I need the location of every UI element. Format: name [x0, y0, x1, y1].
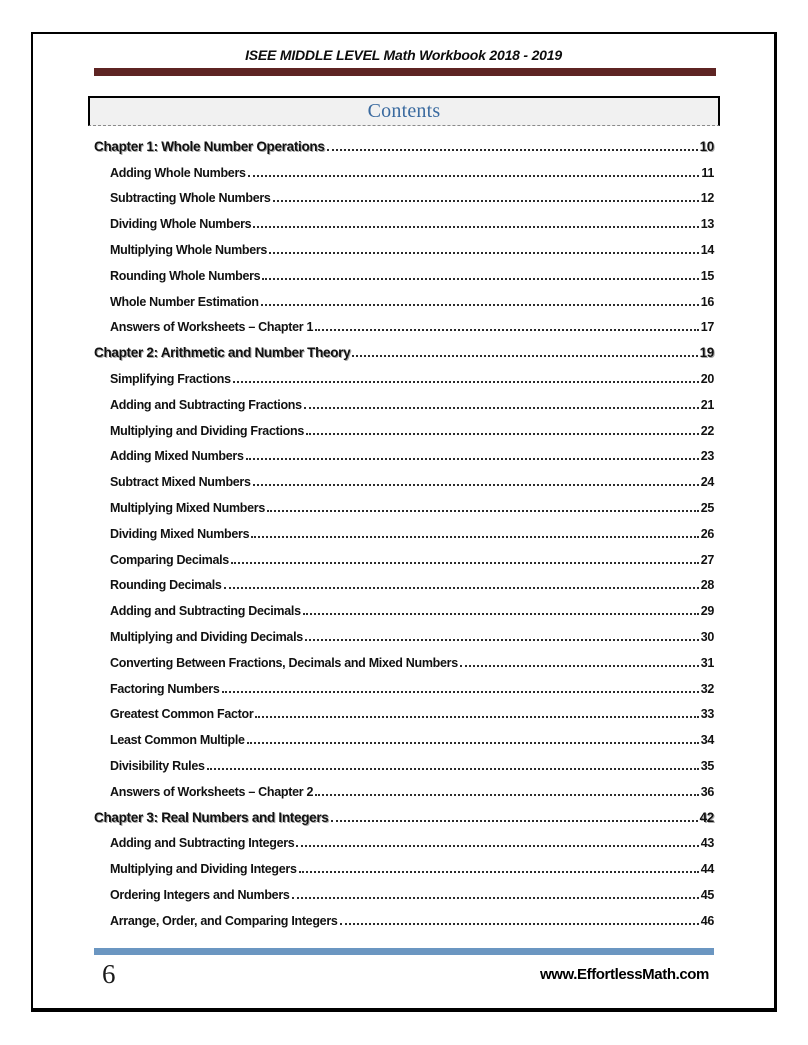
- toc-entry-page: 43: [700, 836, 714, 851]
- toc-entry-label: Adding Mixed Numbers: [110, 449, 244, 464]
- toc-entry-page: 35: [700, 758, 714, 773]
- toc-dot-leader: [299, 871, 699, 873]
- toc-entry-label: Adding and Subtracting Fractions: [110, 397, 302, 412]
- toc-entry-label: Dividing Mixed Numbers: [110, 526, 250, 541]
- toc-chapter-entry[interactable]: [94, 131, 714, 157]
- toc-entry-page: 33: [700, 707, 714, 722]
- toc-entry[interactable]: [94, 286, 714, 312]
- toc-dot-leader: [247, 742, 699, 744]
- toc-dot-leader: [255, 716, 698, 718]
- toc-dot-leader: [253, 484, 699, 486]
- toc-entry-page: 24: [700, 475, 714, 490]
- toc-entry[interactable]: [94, 724, 714, 750]
- toc-dot-leader: [222, 691, 699, 693]
- toc-entry-label: Chapter 1: Whole Number Operations: [94, 138, 325, 154]
- toc-entry-page: 12: [700, 191, 714, 206]
- toc-entry[interactable]: [94, 234, 714, 260]
- toc-entry-page: 15: [700, 268, 714, 283]
- toc-dot-leader: [315, 794, 699, 796]
- toc-dot-leader: [248, 175, 700, 177]
- toc-entry-label: Divisibility Rules: [110, 758, 205, 773]
- toc-entry[interactable]: [94, 750, 714, 776]
- toc-dot-leader: [231, 562, 699, 564]
- toc-entry-page: 45: [700, 887, 714, 902]
- toc-entry[interactable]: [94, 595, 714, 621]
- toc-chapter-entry[interactable]: [94, 802, 714, 828]
- toc-entry-page: 26: [700, 526, 714, 541]
- toc-dot-leader: [269, 252, 699, 254]
- toc-entry-page: 11: [701, 165, 714, 180]
- toc-entry[interactable]: [94, 157, 714, 183]
- contents-title: Contents: [367, 100, 441, 122]
- toc-entry[interactable]: [94, 492, 714, 518]
- toc-dot-leader: [207, 768, 699, 770]
- toc-entry-label: Comparing Decimals: [110, 552, 229, 567]
- toc-entry-label: Whole Number Estimation: [110, 294, 259, 309]
- toc-dot-leader: [296, 845, 698, 847]
- toc-entry-page: 29: [700, 604, 714, 619]
- toc-entry[interactable]: [94, 621, 714, 647]
- toc-dot-leader: [304, 407, 699, 409]
- toc-dot-leader: [262, 278, 698, 280]
- toc-entry-page: 21: [700, 397, 714, 412]
- page-number: 6: [102, 959, 116, 989]
- footer-rule-bar: [94, 948, 714, 955]
- toc-dot-leader: [267, 510, 699, 512]
- toc-entry-label: Subtracting Whole Numbers: [110, 191, 271, 206]
- toc-entry[interactable]: [94, 441, 714, 467]
- toc-dot-leader: [315, 329, 699, 331]
- toc-entry-page: 32: [700, 681, 714, 696]
- header-rule-bar: [94, 68, 716, 76]
- toc-entry[interactable]: [94, 776, 714, 802]
- toc-dot-leader: [253, 226, 698, 228]
- toc-entry-page: 16: [700, 294, 714, 309]
- contents-heading-box: [88, 96, 720, 126]
- toc-dot-leader: [306, 433, 699, 435]
- toc-entry-page: 20: [700, 371, 714, 386]
- toc-entry[interactable]: [94, 905, 714, 931]
- toc-dot-leader: [305, 639, 699, 641]
- toc-entry-label: Multiplying Whole Numbers: [110, 242, 268, 257]
- toc-entry[interactable]: [94, 260, 714, 286]
- toc-entry-label: Arrange, Order, and Comparing Integers: [110, 913, 338, 928]
- toc-entry-page: 22: [700, 423, 714, 438]
- toc-entry-label: Simplifying Fractions: [110, 371, 231, 386]
- toc-entry[interactable]: [94, 183, 714, 209]
- toc-dot-leader: [233, 381, 699, 383]
- toc-dot-leader: [224, 587, 699, 589]
- toc-entry-label: Answers of Worksheets – Chapter 2: [110, 784, 314, 799]
- toc-entry-label: Chapter 3: Real Numbers and Integers: [94, 809, 329, 825]
- toc-entry-page: 34: [700, 733, 714, 748]
- toc-entry-page: 13: [700, 217, 714, 232]
- toc-dot-leader: [340, 923, 699, 925]
- toc-dot-leader: [460, 665, 699, 667]
- toc-dot-leader: [352, 355, 697, 357]
- toc-entry-page: 46: [700, 913, 714, 928]
- toc-entry[interactable]: [94, 699, 714, 725]
- toc-entry[interactable]: [94, 879, 714, 905]
- toc-entry-page: 36: [700, 784, 714, 799]
- toc-entry-label: Rounding Whole Numbers: [110, 268, 261, 283]
- toc-dot-leader: [273, 200, 699, 202]
- table-of-contents: [94, 131, 714, 931]
- toc-dot-leader: [246, 458, 699, 460]
- toc-entry-label: Answers of Worksheets – Chapter 1: [110, 320, 314, 335]
- toc-entry[interactable]: [94, 647, 714, 673]
- toc-entry-label: Ordering Integers and Numbers: [110, 887, 290, 902]
- toc-entry-label: Adding and Subtracting Integers: [110, 836, 295, 851]
- toc-dot-leader: [292, 897, 699, 899]
- toc-entry-label: Greatest Common Factor: [110, 707, 254, 722]
- toc-entry-label: Multiplying and Dividing Decimals: [110, 629, 303, 644]
- toc-entry-label: Dividing Whole Numbers: [110, 217, 252, 232]
- toc-entry[interactable]: [94, 208, 714, 234]
- toc-entry-page: 44: [700, 862, 714, 877]
- toc-entry-label: Rounding Decimals: [110, 578, 222, 593]
- toc-entry[interactable]: [94, 544, 714, 570]
- toc-dot-leader: [303, 613, 699, 615]
- toc-entry[interactable]: [94, 570, 714, 596]
- toc-dot-leader: [331, 820, 698, 822]
- toc-entry-page: 27: [700, 552, 714, 567]
- toc-entry-page: 17: [700, 320, 714, 335]
- toc-entry[interactable]: [94, 853, 714, 879]
- toc-entry-label: Adding and Subtracting Decimals: [110, 604, 301, 619]
- website-link[interactable]: www.EffortlessMath.com: [539, 966, 709, 983]
- toc-entry[interactable]: [94, 389, 714, 415]
- toc-entry-label: Adding Whole Numbers: [110, 165, 246, 180]
- toc-entry[interactable]: [94, 518, 714, 544]
- toc-entry-label: Multiplying and Dividing Fractions: [110, 423, 304, 438]
- toc-entry-page: 31: [700, 655, 714, 670]
- toc-entry-label: Chapter 2: Arithmetic and Number Theory: [94, 345, 351, 361]
- toc-entry-page: 42: [699, 809, 714, 825]
- toc-entry[interactable]: [94, 415, 714, 441]
- toc-entry[interactable]: [94, 673, 714, 699]
- toc-dot-leader: [261, 304, 699, 306]
- toc-entry-page: 30: [700, 629, 714, 644]
- toc-entry[interactable]: [94, 312, 714, 338]
- toc-entry[interactable]: [94, 363, 714, 389]
- toc-dot-leader: [327, 149, 698, 151]
- toc-entry-label: Least Common Multiple: [110, 733, 245, 748]
- toc-entry-label: Multiplying and Dividing Integers: [110, 862, 297, 877]
- toc-chapter-entry[interactable]: [94, 337, 714, 363]
- toc-entry-label: Converting Between Fractions, Decimals and Mixed Numbers: [110, 655, 458, 670]
- toc-entry-page: 25: [700, 500, 714, 515]
- toc-entry-page: 23: [700, 449, 714, 464]
- toc-entry-label: Subtract Mixed Numbers: [110, 475, 251, 490]
- toc-entry-page: 28: [700, 578, 714, 593]
- toc-entry[interactable]: [94, 466, 714, 492]
- toc-dot-leader: [251, 536, 698, 538]
- toc-entry-page: 10: [699, 138, 714, 154]
- toc-entry-label: Factoring Numbers: [110, 681, 220, 696]
- toc-entry-page: 14: [700, 242, 714, 257]
- toc-entry-page: 19: [699, 345, 714, 361]
- document-page: [31, 32, 777, 1012]
- toc-entry-label: Multiplying Mixed Numbers: [110, 500, 266, 515]
- toc-entry[interactable]: [94, 828, 714, 854]
- running-header-title: ISEE MIDDLE LEVEL Math Workbook 2018 - 2019: [245, 47, 562, 63]
